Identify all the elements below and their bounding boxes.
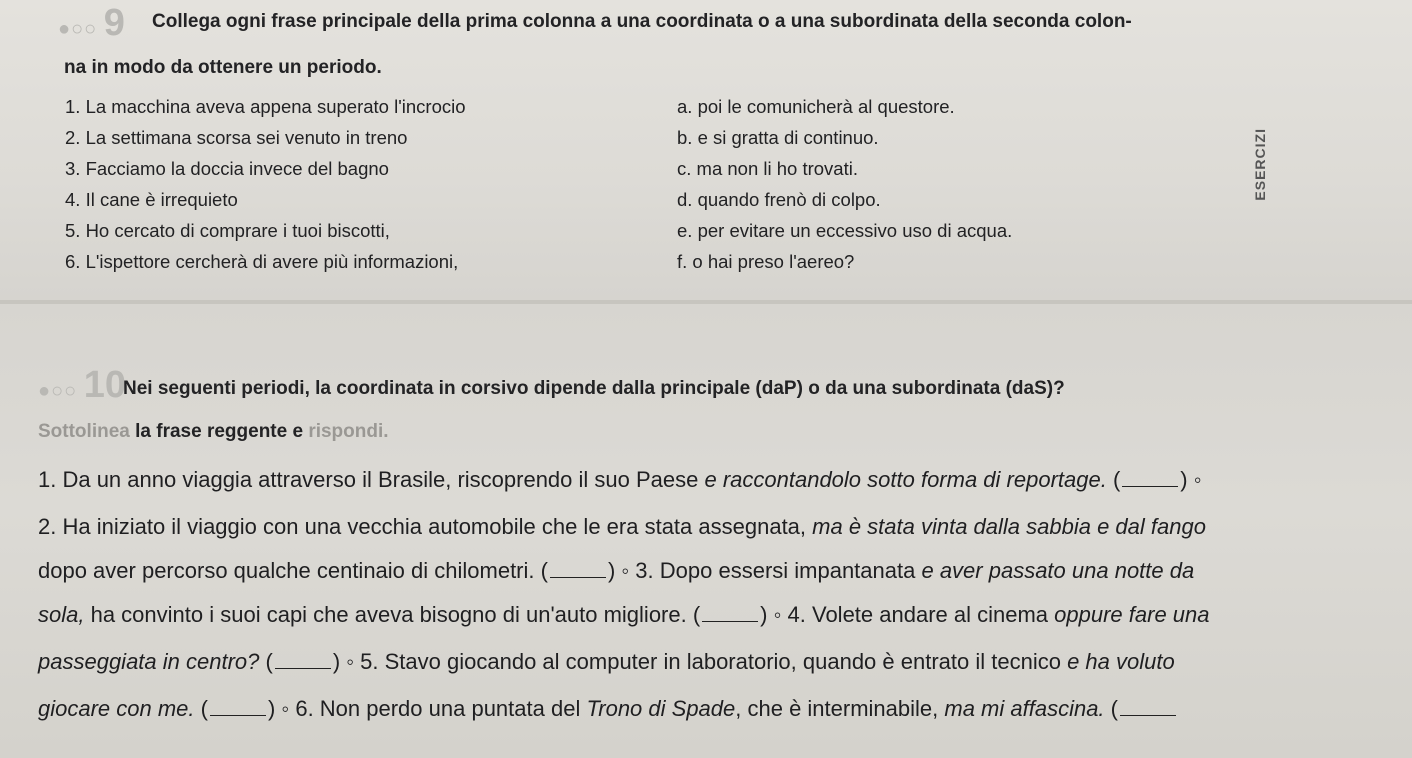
sentence-line-2: 2. Ha iniziato il viaggio con una vecchia automobile che le era stata assegnata, ma è stata vinta dalla sabbia e dal fango (38, 514, 1206, 539)
exercise-10-instruction: Nei seguenti periodi, la coordinata in corsivo dipende dalla principale (daP) o da una subordinata (daS)? (123, 378, 1065, 399)
exercise-9-instruction: Collega ogni frase principale della prima colonna a una coordinata o a una subordinata della seconda colon- (152, 11, 1132, 32)
sentence-line-5: passeggiata in centro? ( ) ◦ 5. Stavo giocando al computer in laboratorio, quando è entrato il tecnico e ha voluto (38, 649, 1175, 674)
answer-blank-3[interactable] (702, 603, 758, 622)
sentence-line-3: dopo aver percorso qualche centinaio di chilometri. ( ) ◦ 3. Dopo essersi impantanata e aver passato una notte da (38, 558, 1195, 583)
sentence-line-6: giocare con me. ( ) ◦ 6. Non perdo una puntata del Trono di Spade, che è interminabile, ma mi affascina. ( (38, 696, 1178, 722)
exercise-10-instruction-cont: Sottolinea la frase reggente e rispondi. (38, 421, 389, 442)
option-d: d. quando frenò di colpo. (677, 189, 881, 210)
exercise-9-instruction-cont: na in modo da ottenere un periodo. (64, 57, 382, 78)
main-clause-6: 6. L'ispettore cercherà di avere più informazioni, (65, 251, 459, 272)
answer-blank-6[interactable] (1120, 697, 1176, 716)
answer-blank-4[interactable] (275, 650, 331, 669)
option-e: e. per evitare un eccessivo uso di acqua. (677, 220, 1013, 241)
exercise-10-number: ●○○ 10 (38, 364, 127, 406)
sentence-line-1: 1. Da un anno viaggia attraverso il Brasile, riscoprendo il suo Paese e raccontandolo sotto forma di reportage. ( ) ◦ (38, 467, 1202, 492)
sentence-line-4: sola, ha convinto i suoi capi che aveva bisogno di un'auto migliore. ( ) ◦ 4. Volete andare al cinema oppure fare una (38, 602, 1210, 627)
main-clause-3: 3. Facciamo la doccia invece del bagno (65, 158, 389, 179)
answer-blank-5[interactable] (210, 697, 266, 716)
exercise-9 (0, 0, 1412, 300)
option-a: a. poi le comunicherà al questore. (677, 96, 955, 117)
option-f: f. o hai preso l'aereo? (677, 251, 855, 272)
option-b: b. e si gratta di continuo. (677, 127, 879, 148)
main-clause-1: 1. La macchina aveva appena superato l'incrocio (65, 96, 466, 117)
exercise-10 (0, 304, 1412, 758)
answer-blank-2[interactable] (550, 559, 606, 578)
main-clause-2: 2. La settimana scorsa sei venuto in treno (65, 127, 408, 148)
option-c: c. ma non li ho trovati. (677, 158, 858, 179)
side-section-label: ESERCIZI (1252, 128, 1268, 201)
answer-blank-1[interactable] (1122, 468, 1178, 487)
exercise-9-number: ●○○ 9 (58, 2, 125, 44)
main-clause-5: 5. Ho cercato di comprare i tuoi biscotti, (65, 220, 390, 241)
main-clause-4: 4. Il cane è irrequieto (65, 189, 238, 210)
